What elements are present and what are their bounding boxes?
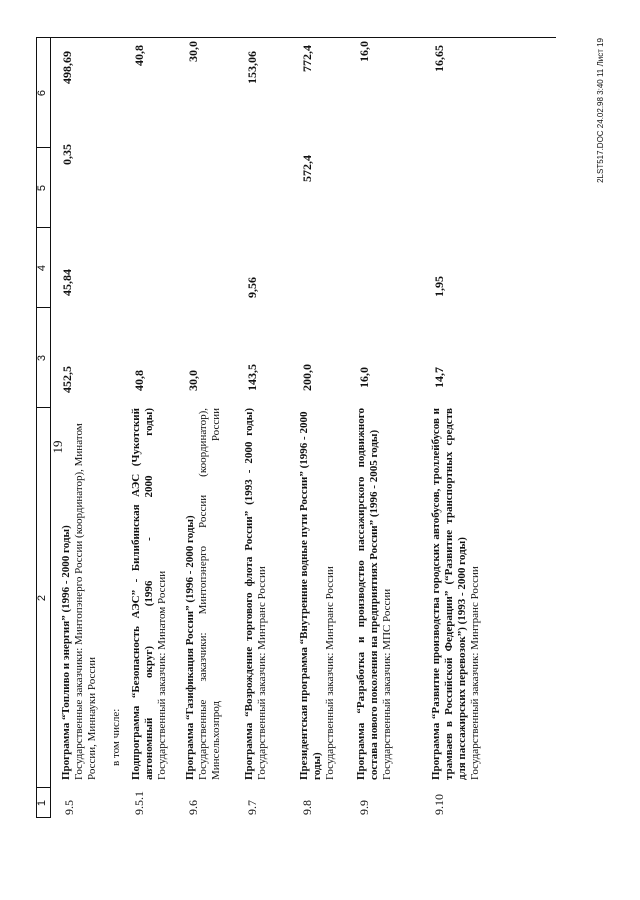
value-col6: 16,0: [357, 41, 371, 62]
note-text: в том числе:: [110, 708, 122, 766]
program-title: Программа “Развитие производства городских автобусов, троллейбусов и трамваев в Российской Федерации” (“Развитие транспортных средств для пассажирских перевозок”) (1993 - 2000 годы): [430, 408, 468, 780]
row-number: 9.5.1: [132, 791, 146, 815]
row-description: [243, 408, 269, 780]
value-col6: 153,06: [245, 51, 259, 84]
column-header: 6: [36, 89, 48, 97]
program-title: Программа “Топливо и энергия” (1996 - 2000 годы): [60, 525, 72, 780]
row-description: [130, 408, 169, 780]
value-col5: 0,35: [60, 144, 74, 165]
row-description: [430, 408, 482, 780]
value-col4: 1,95: [432, 276, 446, 297]
row-number: 9.10: [432, 794, 446, 815]
value-col5: 572,4: [300, 155, 314, 182]
value-col6: 772,4: [300, 45, 314, 72]
page-number: 19: [50, 440, 65, 454]
row-number: 9.5: [62, 800, 76, 815]
row-description: [60, 408, 99, 780]
footer-stamp: 2LST517.DOC 24.02.98 3:40 11 Лист 19: [596, 38, 605, 183]
program-customer: Государственный заказчик: Минтранс России: [256, 566, 268, 780]
program-customer: Государственный заказчик: Минатом России: [156, 570, 168, 780]
program-customer: Государственный заказчик: Минтранс России: [324, 566, 336, 780]
column-header: 3: [36, 354, 48, 362]
program-customer: Государственный заказчик: МПС России: [381, 588, 393, 780]
value-col4: 45,84: [60, 269, 74, 296]
value-col6: 30,0: [186, 41, 200, 62]
value-col3: 452,5: [60, 366, 74, 393]
table-right-border: [36, 37, 556, 38]
program-title: Программа “Разработка и производство пассажирского подвижного состава нового поколения на предприятиях России” (1996 - 2005 годы): [355, 408, 380, 780]
column-header: 1: [36, 799, 48, 807]
value-col3: 200,0: [300, 364, 314, 391]
program-title: Программа “Возрождение торгового флота России” (1993 - 2000 годы): [243, 408, 255, 780]
value-col3: 30,0: [186, 370, 200, 391]
row-number: 9.7: [245, 800, 259, 815]
row-description: [355, 408, 394, 780]
value-col6: 16,65: [432, 45, 446, 72]
value-col6: 40,8: [132, 45, 146, 66]
row-number: 9.8: [300, 800, 314, 815]
row-description: [184, 408, 223, 780]
program-title: Подпрограмма “Безопасность АЭС” - Билибинская АЭС (Чукотский автономный округ) (1996 - 2000 годы): [130, 408, 155, 780]
value-col3: 40,8: [132, 370, 146, 391]
value-col3: 16,0: [357, 367, 371, 388]
row-description: [298, 408, 337, 780]
program-customer: Государственный заказчик: Минтранс России: [469, 566, 481, 780]
value-col4: 9,56: [245, 277, 259, 298]
column-header: 4: [36, 264, 48, 272]
column-header: 2: [36, 594, 48, 602]
program-title: Программа “Газификация России” (1996 - 2000 годы): [184, 515, 196, 780]
program-title: Президентская программа “Внутренние водные пути России” (1996 - 2000 годы): [298, 411, 323, 780]
value-col6: 498,69: [60, 51, 74, 84]
row-number: 9.6: [186, 800, 200, 815]
value-col3: 143,5: [245, 364, 259, 391]
column-header: 5: [36, 184, 48, 192]
value-col3: 14,7: [432, 367, 446, 388]
program-customer: Государственные заказчики: Минтопэнерго России (координатор), Минатом России, Миннауки России: [73, 423, 98, 780]
table-header-border: [50, 38, 51, 818]
program-customer: Государственные заказчики: Минтопэнерго России (координатор), Минсельхозпрод России: [197, 408, 222, 780]
row-number: 9.9: [357, 800, 371, 815]
